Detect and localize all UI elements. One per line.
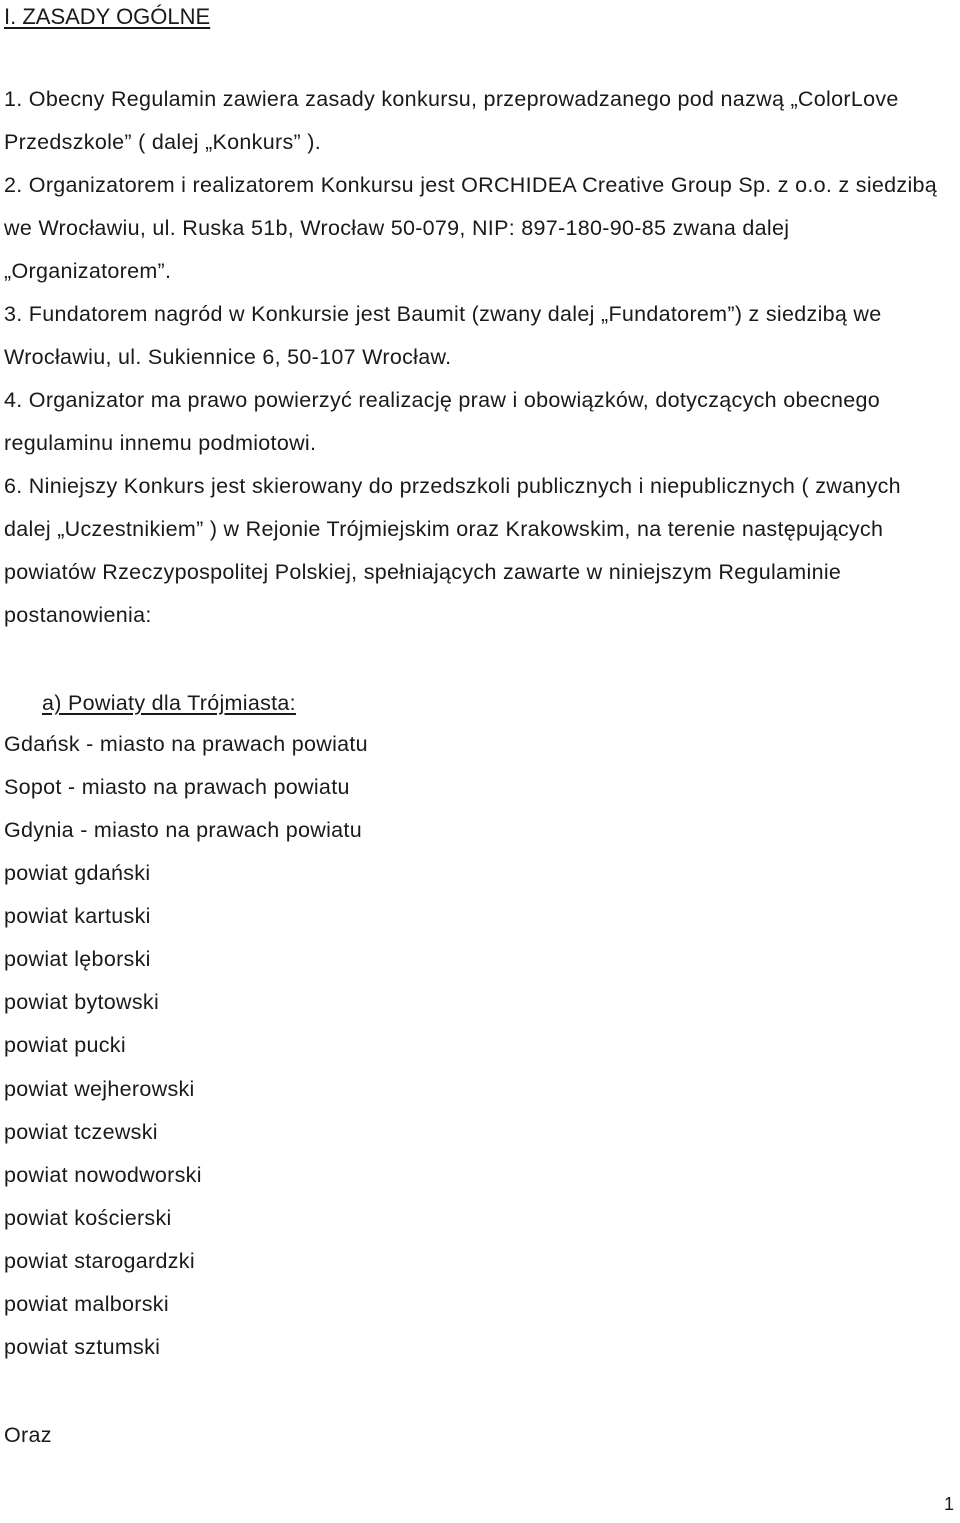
paragraph-2: 2. Organizatorem i realizatorem Konkursu jest ORCHIDEA Creative Group Sp. z o.o. z siedzibą we Wrocławiu, ul. Ruska 51b, Wrocław 50-079, NIP: 897-180-90-85 zwana dalej „Organizatorem”. <box>4 173 938 283</box>
trailing-text: Oraz <box>4 1423 52 1447</box>
paragraph-6: 6. Niniejszy Konkurs jest skierowany do przedszkoli publicznych i niepublicznych ( zwanych dalej „Uczestnikiem” ) w Rejonie Trójmiejskim oraz Krakowskim, na terenie następujących powiatów Rzeczypospolitej Polskiej, spełniających zawarte w niniejszym Regulaminie postanowienia: <box>4 474 901 627</box>
paragraph-4: 4. Organizator ma prawo powierzyć realizację praw i obowiązków, dotyczących obecnego regulaminu innemu podmiotowi. <box>4 388 881 455</box>
list-item: powiat sztumski <box>4 1334 161 1359</box>
list-item: powiat tczewski <box>4 1119 158 1144</box>
list-item: powiat wejherowski <box>4 1076 195 1101</box>
paragraph-3: 3. Fundatorem nagród w Konkursie jest Baumit (zwany dalej „Fundatorem”) z siedzibą we Wrocławiu, ul. Sukiennice 6, 50-107 Wrocław. <box>4 302 882 369</box>
page-number: 1 <box>943 1494 954 1514</box>
section-heading: I. ZASADY OGÓLNE <box>4 4 211 29</box>
list-item: powiat kartuski <box>4 904 151 929</box>
list-item: powiat bytowski <box>4 990 160 1015</box>
list-item: powiat kościerski <box>4 1205 172 1230</box>
list-item: powiat pucki <box>4 1033 126 1058</box>
list-item: Gdynia - miasto na prawach powiatu <box>4 818 362 843</box>
list-item: Sopot - miasto na prawach powiatu <box>4 775 350 800</box>
list-item: powiat lęborski <box>4 947 151 972</box>
list-item: powiat malborski <box>4 1291 169 1316</box>
list-item: powiat starogardzki <box>4 1248 195 1273</box>
paragraph-1: 1. Obecny Regulamin zawiera zasady konkursu, przeprowadzanego pod nazwą „ColorLove Przedszkole” ( dalej „Konkurs” ). <box>4 87 899 154</box>
list-item: Gdańsk - miasto na prawach powiatu <box>4 732 368 756</box>
list-item: powiat nowodworski <box>4 1162 202 1187</box>
list-item: powiat gdański <box>4 861 151 886</box>
district-list <box>4 723 368 1369</box>
subsection-heading: a) Powiaty dla Trójmiasta: <box>42 691 296 715</box>
